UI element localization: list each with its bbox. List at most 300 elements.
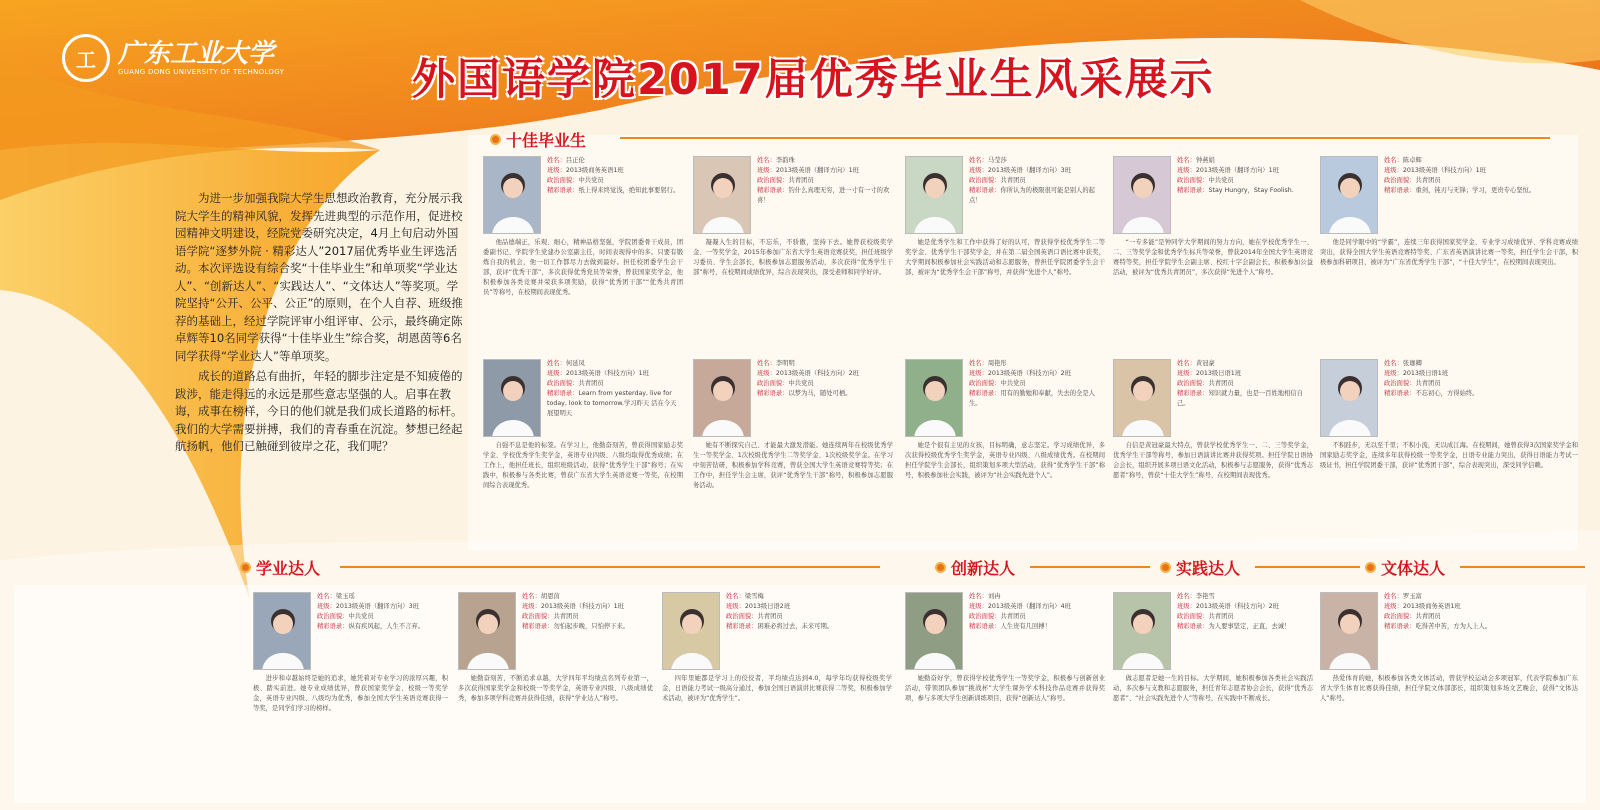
profile-class xyxy=(757,166,891,176)
profile-card xyxy=(483,152,683,350)
profile-name xyxy=(1384,359,1576,369)
profile-description xyxy=(1113,441,1313,543)
student-photo xyxy=(905,156,963,234)
profile-name xyxy=(757,359,891,369)
field-label: 姓名： xyxy=(547,157,566,164)
profile-card xyxy=(693,355,893,545)
field-value: 纸上得来终觉浅，绝知此事要躬行。 xyxy=(578,187,680,194)
profile-card xyxy=(483,355,683,545)
field-value: 2013级英语（科技方向）2班 xyxy=(775,370,859,377)
field-label: 精彩语录： xyxy=(522,623,554,630)
field-label: 姓名： xyxy=(1384,593,1403,600)
field-label: 政治面貌： xyxy=(1177,380,1209,387)
field-label: 姓名： xyxy=(726,593,745,600)
field-value: 共青团员 xyxy=(1415,613,1441,620)
field-value: 共青团员 xyxy=(788,177,814,184)
profile-card xyxy=(1320,152,1578,350)
profile-motto xyxy=(1384,186,1576,196)
field-value: 共青团员 xyxy=(553,613,579,620)
field-label: 班级： xyxy=(1384,167,1403,174)
profile-motto xyxy=(757,389,891,399)
section-bullet-icon xyxy=(240,562,251,573)
field-value: 吃得苦中苦，方为人上人。 xyxy=(1415,623,1492,630)
profile-description xyxy=(905,441,1105,543)
person-icon xyxy=(1321,360,1378,437)
field-value: 共青团员 xyxy=(1000,177,1026,184)
profile-class xyxy=(522,602,651,612)
person-icon xyxy=(906,360,963,437)
field-value: 2013级日语1班 xyxy=(1195,370,1242,377)
page-title: 外国语学院2017届优秀毕业生风采展示 xyxy=(412,55,1215,105)
profile-motto xyxy=(969,622,1103,632)
field-label: 姓名： xyxy=(547,360,566,367)
field-label: 班级： xyxy=(522,603,541,610)
field-value: 2013级英语（翻译方向）3班 xyxy=(987,167,1071,174)
profile-politics xyxy=(969,612,1103,622)
section-academic xyxy=(240,556,320,579)
field-value: 2013级日语2班 xyxy=(744,603,791,610)
profile-description xyxy=(1113,674,1313,801)
profile-description xyxy=(1320,238,1578,345)
profile-name xyxy=(1177,156,1311,166)
person-icon xyxy=(694,157,751,234)
intro-paragraph: 为进一步加强我院大学生思想政治教育，充分展示我院大学生的精神风貌，发挥先进典型的示范作用，促进校园精神文明建设，经院党委研究决定，4月上旬启动外国语学院“逐梦外院 · 精彩达人”2017届优秀毕业生评选活动。本次评选设有综合奖“十佳毕业生”和单项奖“学业达人”、“创新达人”、“实践达人”、“文体达人”等奖项。学院坚持“公开、公平、公正”的原则，在个人自荐、班级推荐的基础上，经过学院评审小组评审、公示，最终确定陈卓辉等10名同学获得“十佳毕业生”综合奖，胡恩茵等6名同学获得“学业达人”等单项奖。 xyxy=(175,191,463,363)
student-photo xyxy=(1113,592,1171,670)
profile-motto xyxy=(547,389,681,419)
field-label: 精彩语录： xyxy=(726,623,758,630)
section-arts xyxy=(1365,556,1445,579)
profile-class xyxy=(1177,369,1311,379)
field-value: 李艳雪 xyxy=(1195,593,1215,600)
profile-name xyxy=(969,592,1103,602)
field-label: 精彩语录： xyxy=(757,187,789,194)
field-value: 共青团员 xyxy=(1208,380,1234,387)
profile-class xyxy=(726,602,890,612)
field-label: 政治面貌： xyxy=(969,380,1001,387)
description-text: 凝凝入生的目标，不忘乐，不骄傲，坚持下去。她曾获校级奖学金、一等奖学金，2015年参加广东省大学生英语竞赛获奖，担任班级学习委员、学生会部长，积极参加志愿服务活动，多次获得“优秀学生干部”称号，在校期间成绩优异，综合表现突出，深受老师和同学好评。 xyxy=(693,239,893,276)
field-label: 政治面貌： xyxy=(969,177,1001,184)
intro-paragraph: 成长的道路总有曲折，年轻的脚步注定是不知疲倦的跋涉，能走得远的永远是那些意志坚强的人。启事在教诲，成事在榜样，今日的他们就是我们成长道路的标杆。我们的大学需要拼搏，我们的青春重在沉淀。梦想已经起航扬帆，他们已触碰到彼岸之花，我们呢？ xyxy=(175,369,463,453)
person-icon xyxy=(663,593,720,670)
profile-name xyxy=(1384,592,1576,602)
field-value: 马莹莎 xyxy=(987,157,1007,164)
field-value: 胡恩茵 xyxy=(540,593,560,600)
student-photo xyxy=(905,359,963,437)
section-bullet-icon xyxy=(1365,562,1376,573)
field-label: 精彩语录： xyxy=(547,187,579,194)
field-value: 陈卓辉 xyxy=(1402,157,1422,164)
field-label: 政治面貌： xyxy=(1177,613,1209,620)
field-label: 班级： xyxy=(1177,603,1196,610)
profile-name xyxy=(522,592,651,602)
description-text: 她有不断探究自己、才能最大激发潜能。她连续两年在校级优秀学生一等奖学金、1次校级优秀学生二等奖学金、1次校级奖学金。在学习中刻苦钻研，积极参加学科竞赛，曾获全国大学生英语竞赛特等奖；在工作中，担任学生会主席，获评“优秀学生干部”称号，积极参加志愿服务活动。 xyxy=(693,442,893,489)
field-label: 姓名： xyxy=(969,593,988,600)
student-photo xyxy=(905,592,963,670)
field-label: 班级： xyxy=(317,603,336,610)
field-label: 精彩语录： xyxy=(1384,187,1416,194)
field-value: 用有的勤勉和奉献，失去的全是人生。 xyxy=(969,390,1095,407)
profile-description xyxy=(483,238,683,345)
profile-card xyxy=(662,588,892,803)
student-photo xyxy=(1113,156,1171,234)
profile-politics xyxy=(1384,176,1576,186)
student-photo xyxy=(458,592,516,670)
field-value: 重剑，钝刃与无锋；学习，更贵专心坚恒。 xyxy=(1415,187,1536,194)
student-photo xyxy=(253,592,311,670)
student-photo xyxy=(1113,359,1171,437)
profile-card xyxy=(1113,152,1313,350)
school-name-en: GUANG DONG UNIVERSITY OF TECHNOLOGY xyxy=(118,68,285,76)
field-value: 2013级英语（翻译方向）1班 xyxy=(1195,167,1279,174)
intro-text xyxy=(175,190,467,459)
field-value: 钓什么真理无穷，进一寸有一寸的欢喜！ xyxy=(757,187,890,204)
field-value: 共青团员 xyxy=(1000,613,1026,620)
field-value: 2013级英语（翻译方向）3班 xyxy=(335,603,419,610)
description-text: 做志愿者是她一生的目标。大学期间，她积极参加各类社会实践活动，多次参与支教和志愿服务，担任青年志愿者协会会长，获得“优秀志愿者”、“社会实践先进个人”等称号，在实践中不断成长。 xyxy=(1113,675,1313,702)
field-label: 精彩语录： xyxy=(969,623,1001,630)
field-value: 2013级英语（科技方向）2班 xyxy=(987,370,1071,377)
profile-class xyxy=(547,369,681,379)
profile-class xyxy=(1384,602,1576,612)
description-text: 不积跬步，无以至千里；不积小流，无以成江海。在校期间，她曾获得3次国家奖学金和国家励志奖学金，连续多年获得校级一等奖学金，日语专业能力突出，获得日语能力考试一级证书，担任学院团委干部，获评“优秀团干部”，综合表现突出，深受同学信赖。 xyxy=(1320,442,1578,469)
student-photo xyxy=(693,359,751,437)
profile-name xyxy=(547,156,681,166)
school-logo xyxy=(62,34,284,82)
description-text: 自强不息是他的标签。在学习上，他勤奋刻苦，曾获得国家励志奖学金、学校优秀学生奖学金，英语专业四级、八级均取得优秀成绩；在工作上，他担任班长，组织班级活动，获得“优秀学生干部”称号；在实践中，积极参与各类比赛，曾获广东省大学生英语竞赛一等奖，在校期间综合表现优秀。 xyxy=(483,442,683,489)
profile-class xyxy=(1177,602,1311,612)
description-text: 四年里她都是学习上的佼佼者，平均绩点达到4.0，每学年均获得校级奖学金，日语能力考试一级高分通过，参加全国日语演讲比赛获得二等奖，积极参加学术活动，被评为“优秀学生”。 xyxy=(662,675,892,702)
field-value: 勿怕起步晚，只怕停下来。 xyxy=(553,623,630,630)
profile-description xyxy=(662,674,892,801)
field-value: 梁玉瑶 xyxy=(335,593,355,600)
field-label: 政治面貌： xyxy=(522,613,554,620)
field-label: 政治面貌： xyxy=(317,613,349,620)
profile-politics xyxy=(1384,379,1576,389)
student-photo xyxy=(483,359,541,437)
profile-class xyxy=(317,602,446,612)
divider xyxy=(1255,566,1360,568)
student-photo xyxy=(1320,359,1378,437)
profile-description xyxy=(458,674,653,801)
field-label: 精彩语录： xyxy=(1177,187,1209,194)
school-emblem-icon: 工 xyxy=(62,34,110,82)
field-label: 政治面貌： xyxy=(547,380,579,387)
section-practice xyxy=(1160,556,1240,579)
profile-politics xyxy=(1177,176,1311,186)
profile-class xyxy=(1177,166,1311,176)
description-text: 自信是黄冠豪最大特点，曾获学校优秀学生一、二、三等奖学金，优秀学生干部等称号，参加日语演讲比赛并获得奖项。担任学院日语协会会长，组织开展多项日语文化活动，积极参与志愿服务，获得“优秀志愿者”称号，曾获“十佳大学生”称号，在校期间表现优秀。 xyxy=(1113,442,1313,479)
profile-description xyxy=(253,674,448,801)
profile-motto xyxy=(547,186,681,196)
field-label: 班级： xyxy=(757,370,776,377)
profile-motto xyxy=(726,622,890,632)
field-label: 姓名： xyxy=(757,157,776,164)
profile-motto xyxy=(969,389,1103,409)
profile-name xyxy=(1384,156,1576,166)
profile-class xyxy=(757,369,891,379)
field-label: 精彩语录： xyxy=(1384,390,1416,397)
field-value: 2013级英语（科技方向）1班 xyxy=(1402,167,1486,174)
field-label: 政治面貌： xyxy=(1177,177,1209,184)
field-label: 政治面貌： xyxy=(1384,380,1416,387)
field-value: 共青团员 xyxy=(1415,380,1441,387)
field-value: 为人要事坚定，正直，去诚！ xyxy=(1208,623,1291,630)
description-text: 她勤奋好学，曾获得学校优秀学生一等奖学金，积极参与创新创业活动，带领团队参加“挑战杯”大学生课外学术科技作品竞赛并获得奖项，参与多项大学生创新训练项目，获得“创新达人”称号。 xyxy=(905,675,1105,702)
field-value: 周艳彤 xyxy=(987,360,1007,367)
description-text: 热爱体育的她，积极参加各类文体活动，曾获学校运动会多项冠军，代表学院参加广东省大学生体育比赛获得佳绩，担任学院文体部部长，组织策划多场文艺晚会，获得“文体达人”称号。 xyxy=(1320,675,1578,702)
profile-class xyxy=(969,369,1103,379)
field-value: 2013级英语（科技方向）2班 xyxy=(1195,603,1279,610)
profile-description xyxy=(693,238,893,345)
field-label: 精彩语录： xyxy=(1177,623,1209,630)
field-value: 吕正伦 xyxy=(565,157,585,164)
profile-description xyxy=(1320,441,1578,543)
field-label: 精彩语录： xyxy=(757,390,789,397)
field-value: 2013级英语（翻译方向）1班 xyxy=(775,167,859,174)
profile-card xyxy=(905,152,1105,350)
description-text: 他品德端正，乐观、细心，精神品格坚强，学院团委骨干成员，团委副书记、学院学生党建办公室副主任，时间表现得中的多。只要有锻炼自我的机会，他一切工作都尽力去做到最好。担任校团委学生会干部，获评“优秀干部”，多次获得优秀党员等荣誉，曾获国家奖学金，他积极参加各类竞赛并荣获多项奖励，获得“优秀团干部”“优秀共青团员”等称号，在校期间表现优秀。 xyxy=(483,239,683,296)
divider xyxy=(340,566,880,568)
field-value: 中共党员 xyxy=(348,613,374,620)
field-label: 姓名： xyxy=(1384,360,1403,367)
field-value: 李韵珠 xyxy=(775,157,795,164)
section-innovation xyxy=(935,556,1015,579)
field-value: Stay Hungry，Stay Foolish. xyxy=(1208,187,1294,194)
field-value: 张珈卿 xyxy=(1402,360,1422,367)
student-photo xyxy=(1320,592,1378,670)
profile-politics xyxy=(317,612,446,622)
field-label: 政治面貌： xyxy=(757,380,789,387)
field-value: 中共党员 xyxy=(578,177,604,184)
field-label: 姓名： xyxy=(757,360,776,367)
person-icon xyxy=(484,360,541,437)
student-photo xyxy=(662,592,720,670)
section-title: 十佳毕业生 xyxy=(506,131,587,150)
profile-class xyxy=(969,602,1103,612)
field-value: 罗玉富 xyxy=(1402,593,1422,600)
profile-class xyxy=(1384,369,1576,379)
field-value: 人生贵有几回搏！ xyxy=(1000,623,1051,630)
profile-name xyxy=(317,592,446,602)
field-value: 2013级英语（科技方向）1班 xyxy=(540,603,624,610)
field-value: 何延凤 xyxy=(565,360,585,367)
person-icon xyxy=(694,360,751,437)
profile-class xyxy=(969,166,1103,176)
profile-politics xyxy=(522,612,651,622)
field-value: 2013级日语1班 xyxy=(1402,370,1449,377)
field-label: 政治面貌： xyxy=(1384,613,1416,620)
field-value: 困难必将过去，未来可期。 xyxy=(757,623,834,630)
person-icon xyxy=(459,593,516,670)
person-icon xyxy=(1114,593,1171,670)
school-name: 广东工业大学 xyxy=(118,39,275,69)
field-value: 中共党员 xyxy=(1208,177,1234,184)
person-icon xyxy=(254,593,311,670)
field-value: 李明明 xyxy=(775,360,795,367)
field-label: 姓名： xyxy=(1177,157,1196,164)
field-value: 2013级英语（翻译方向）4班 xyxy=(987,603,1071,610)
field-value: 中共党员 xyxy=(788,380,814,387)
profile-class xyxy=(547,166,681,176)
field-label: 政治面貌： xyxy=(547,177,579,184)
profile-card xyxy=(1113,355,1313,545)
field-label: 班级： xyxy=(969,603,988,610)
profile-card xyxy=(693,152,893,350)
field-value: 梁雪梅 xyxy=(744,593,764,600)
profile-politics xyxy=(969,176,1103,186)
description-text: “一专多能”是钟同学大学期间的努力方向，她在学校优秀学生一、二、三等奖学金和优秀学生标兵等荣誉，曾获2014年全国大学生英语竞赛特等奖，担任学院学生会副主席、校红十字会副会长，积极参加公益活动，被评为“优秀共青团员”，多次获得“先进个人”称号。 xyxy=(1113,239,1313,276)
field-value: Learn from yesterday, live for today, look to tomorrow.学习昨天 活在今天 展望明天 xyxy=(547,390,677,417)
field-label: 姓名： xyxy=(1177,593,1196,600)
field-label: 班级： xyxy=(969,370,988,377)
profile-name xyxy=(726,592,890,602)
profile-motto xyxy=(1177,622,1311,632)
student-photo xyxy=(483,156,541,234)
profile-card xyxy=(905,588,1105,803)
field-label: 班级： xyxy=(1177,167,1196,174)
field-label: 精彩语录： xyxy=(1177,390,1209,397)
field-label: 班级： xyxy=(726,603,745,610)
person-icon xyxy=(906,593,963,670)
profile-card xyxy=(458,588,653,803)
description-text: 她勤奋刻苦，不断追求卓越，大学四年平均绩点名列专业第一，多次获得国家奖学金和校级一等奖学金，英语专业四级、八级成绩优秀，参加多项学科竞赛并获得佳绩，获得“学业达人”称号。 xyxy=(458,675,653,702)
field-label: 精彩语录： xyxy=(1384,623,1416,630)
profile-description xyxy=(905,674,1105,801)
profile-motto xyxy=(1384,389,1576,399)
field-value: 你所认为的极限很可能是别人的起点！ xyxy=(969,187,1095,204)
field-label: 姓名： xyxy=(969,157,988,164)
field-label: 精彩语录： xyxy=(547,390,579,397)
profile-politics xyxy=(757,379,891,389)
field-value: 2013级商务英语1班 xyxy=(1402,603,1461,610)
field-value: 钟燕娟 xyxy=(1195,157,1215,164)
profile-description xyxy=(693,441,893,543)
profile-politics xyxy=(1177,379,1311,389)
field-value: 2013级商务英语1班 xyxy=(565,167,624,174)
description-text: 她是个很有主见的女孩，目标明确，意志坚定。学习成绩优异，多次获得校级优秀学生奖学金，英语专业四级、八级成绩优秀。在校期间担任学院学生会部长，组织策划多项大型活动，获得“优秀学生干部”称号，积极参加社会实践，被评为“社会实践先进个人”。 xyxy=(905,442,1105,479)
description-text: 他是同学眼中的“学霸”，连续三年获得国家奖学金、专业学习成绩优异、学科竞赛成绩突出，获得全国大学生英语竞赛特等奖、广东省英语演讲比赛一等奖，担任学生会干部，积极参加科研项目，被评为“广东省优秀学生干部”，“十佳大学生”，在校期间表现突出。 xyxy=(1320,239,1578,266)
field-label: 政治面貌： xyxy=(726,613,758,620)
field-label: 姓名： xyxy=(1384,157,1403,164)
profile-card xyxy=(253,588,448,803)
profile-motto xyxy=(969,186,1103,206)
field-label: 政治面貌： xyxy=(757,177,789,184)
person-icon xyxy=(484,157,541,234)
field-label: 班级： xyxy=(1177,370,1196,377)
profile-motto xyxy=(317,622,446,632)
divider xyxy=(620,137,1550,139)
profile-motto xyxy=(1177,186,1311,196)
field-label: 班级： xyxy=(1384,603,1403,610)
field-value: 共青团员 xyxy=(1415,177,1441,184)
profile-politics xyxy=(969,379,1103,389)
profile-motto xyxy=(1384,622,1576,632)
field-value: 以梦为马，随处可栖。 xyxy=(788,390,852,397)
profile-politics xyxy=(1177,612,1311,622)
profile-motto xyxy=(522,622,651,632)
field-label: 班级： xyxy=(547,167,566,174)
field-label: 班级： xyxy=(757,167,776,174)
student-photo xyxy=(693,156,751,234)
profile-card xyxy=(1113,588,1313,803)
person-icon xyxy=(906,157,963,234)
profile-card xyxy=(1320,588,1578,803)
profile-description xyxy=(483,441,683,543)
profile-politics xyxy=(547,176,681,186)
person-icon xyxy=(1321,157,1378,234)
field-label: 姓名： xyxy=(969,360,988,367)
profile-description xyxy=(1113,238,1313,345)
field-value: 共青团员 xyxy=(578,380,604,387)
field-value: 刘冉 xyxy=(987,593,1001,600)
divider xyxy=(1460,566,1585,568)
field-value: 共青团员 xyxy=(757,613,783,620)
profile-politics xyxy=(757,176,891,186)
field-label: 政治面貌： xyxy=(1384,177,1416,184)
profile-motto xyxy=(757,186,891,206)
profile-politics xyxy=(1384,612,1576,622)
field-value: 黄冠豪 xyxy=(1195,360,1215,367)
profile-name xyxy=(757,156,891,166)
field-label: 班级： xyxy=(547,370,566,377)
section-title: 创新达人 xyxy=(951,559,1016,578)
student-photo xyxy=(1320,156,1378,234)
field-value: 不忘初心，方得始终。 xyxy=(1415,390,1479,397)
section-title: 学业达人 xyxy=(256,559,321,578)
profile-name xyxy=(969,359,1103,369)
field-value: 知识就力量，也是一百姓地相信自己。 xyxy=(1177,390,1303,407)
profile-name xyxy=(1177,592,1311,602)
section-title: 实践达人 xyxy=(1176,559,1241,578)
profile-class xyxy=(1384,166,1576,176)
field-value: 共青团员 xyxy=(1208,613,1234,620)
profile-motto xyxy=(1177,389,1311,409)
section-bullet-icon xyxy=(935,562,946,573)
section-bullet-icon xyxy=(1160,562,1171,573)
section-bullet-icon xyxy=(490,134,501,145)
field-label: 精彩语录： xyxy=(317,623,349,630)
person-icon xyxy=(1321,593,1378,670)
field-label: 班级： xyxy=(1384,370,1403,377)
field-label: 姓名： xyxy=(522,593,541,600)
person-icon xyxy=(1114,360,1171,437)
profile-politics xyxy=(547,379,681,389)
profile-name xyxy=(547,359,681,369)
person-icon xyxy=(1114,157,1171,234)
description-text: 她是优秀学生和工作中获得了好的认可，曾获得学校优秀学生二等奖学金、优秀学生干部奖学金，并在第二届全国英语口语比赛中获奖，大学期间积极参加社会实践活动和志愿服务，曾担任学院团委学生会干部，被评为“优秀学生会干部”称号，并获得“先进个人”称号。 xyxy=(905,239,1105,276)
field-label: 精彩语录： xyxy=(969,187,1001,194)
field-value: 中共党员 xyxy=(1000,380,1026,387)
divider xyxy=(1030,566,1150,568)
field-label: 班级： xyxy=(969,167,988,174)
field-label: 姓名： xyxy=(317,593,336,600)
field-value: 2013级英语（科技方向）1班 xyxy=(565,370,649,377)
profile-description xyxy=(905,238,1105,345)
description-text: 进步和卓越始终是她的追求，她凭着对专业学习的浓厚兴趣，积极、踏实前进。她专业成绩优异，曾获国家奖学金、校级一等奖学金，英语专业四级、八级均为优秀，参加全国大学生英语竞赛获得一等奖，是同学们学习的榜样。 xyxy=(253,675,448,712)
field-label: 精彩语录： xyxy=(969,390,1001,397)
section-title: 文体达人 xyxy=(1381,559,1446,578)
section-top-ten xyxy=(490,128,586,151)
field-label: 姓名： xyxy=(1177,360,1196,367)
field-value: 纵有疾风起，人生不言弃。 xyxy=(348,623,425,630)
profile-name xyxy=(969,156,1103,166)
profile-card xyxy=(905,355,1105,545)
field-label: 政治面貌： xyxy=(969,613,1001,620)
profile-name xyxy=(1177,359,1311,369)
profile-politics xyxy=(726,612,890,622)
profile-description xyxy=(1320,674,1578,801)
profile-card xyxy=(1320,355,1578,545)
